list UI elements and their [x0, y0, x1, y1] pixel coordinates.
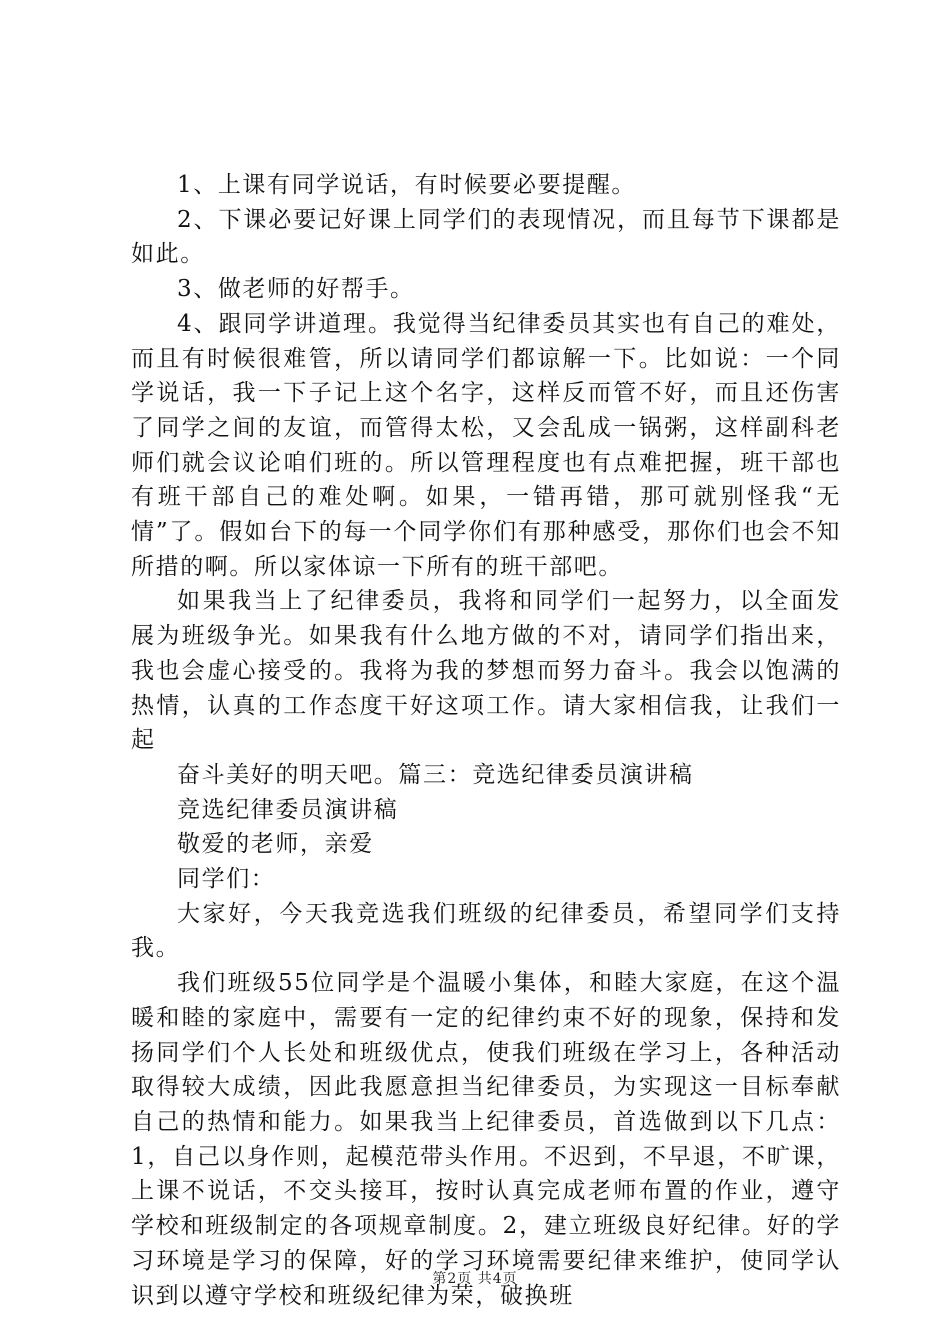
paragraph-10: 大家好，今天我竞选我们班级的纪律委员，希望同学们支持我。 — [131, 900, 841, 962]
paragraph-2: 2、下课必要记好课上同学们的表现情况，而且每节下课都是如此。 — [131, 206, 841, 268]
paragraph-3: 3、做老师的好帮手。 — [177, 276, 415, 303]
paragraph-11: 我们班级55位同学是个温暖小集体，和睦大家庭，在这个温暖和睦的家庭中，需要有一定的纪律约束不好的现象，保持和发扬同学们个人长处和班级优点，使我们班级在学习上，各种活动取得较大成绩，因此我愿意担当纪律委员，为实现这一目标奉献自己的热情和能力。如果我当上纪律委员，首选做到以下几点：1，自己以身作则，起模范带头作用。不迟到，不早退，不旷课，上课不说话，不交头接耳，按时认真完成老师布置的作业，遵守学校和班级制定的各项规章制度。2，建立班级良好纪律。好的学习环境是学习的保障，好的学习环境需要纪律来维护，使同学认识到以遵守学校和班级纪律为荣，破换班 — [131, 970, 841, 1309]
paragraph-6: 奋斗美好的明天吧。篇三：竞选纪律委员演讲稿 — [177, 761, 694, 788]
paragraph-1: 1、上课有同学说话，有时候要必要提醒。 — [177, 172, 637, 198]
paragraph-9: 同学们： — [177, 866, 276, 893]
document-body — [131, 168, 841, 1313]
paragraph-5: 如果我当上了纪律委员，我将和同学们一起努力，以全面发展为班级争光。如果我有什么地方做的不对，请同学们指出来，我也会虚心接受的。我将为我的梦想而努力奋斗。我会以饱满的热情，认真的工作态度干好这项工作。请大家相信我，让我们一起 — [131, 588, 841, 754]
page-footer — [0, 1268, 950, 1288]
paragraph-4: 4、跟同学讲道理。我觉得当纪律委员其实也有自己的难处，而且有时候很难管，所以请同学们都谅解一下。比如说：一个同学说话，我一下子记上这个名字，这样反而管不好，而且还伤害了同学之间的友谊，而管得太松，又会乱成一锅粥，这样副科老师们就会议论咱们班的。所以管理程度也有点难把握，班干部也有班干部自己的难处啊。如果，一错再错，那可就别怪我“无情”了。假如台下的每一个同学你们有那种感受，那你们也会不知所措的啊。所以家体谅一下所有的班干部吧。 — [131, 310, 841, 580]
paragraph-8: 敬爱的老师，亲爱 — [177, 831, 374, 858]
page-number-label: 第2页 共4页 — [432, 1271, 518, 1287]
paragraph-7: 竞选纪律委员演讲稿 — [177, 796, 399, 823]
